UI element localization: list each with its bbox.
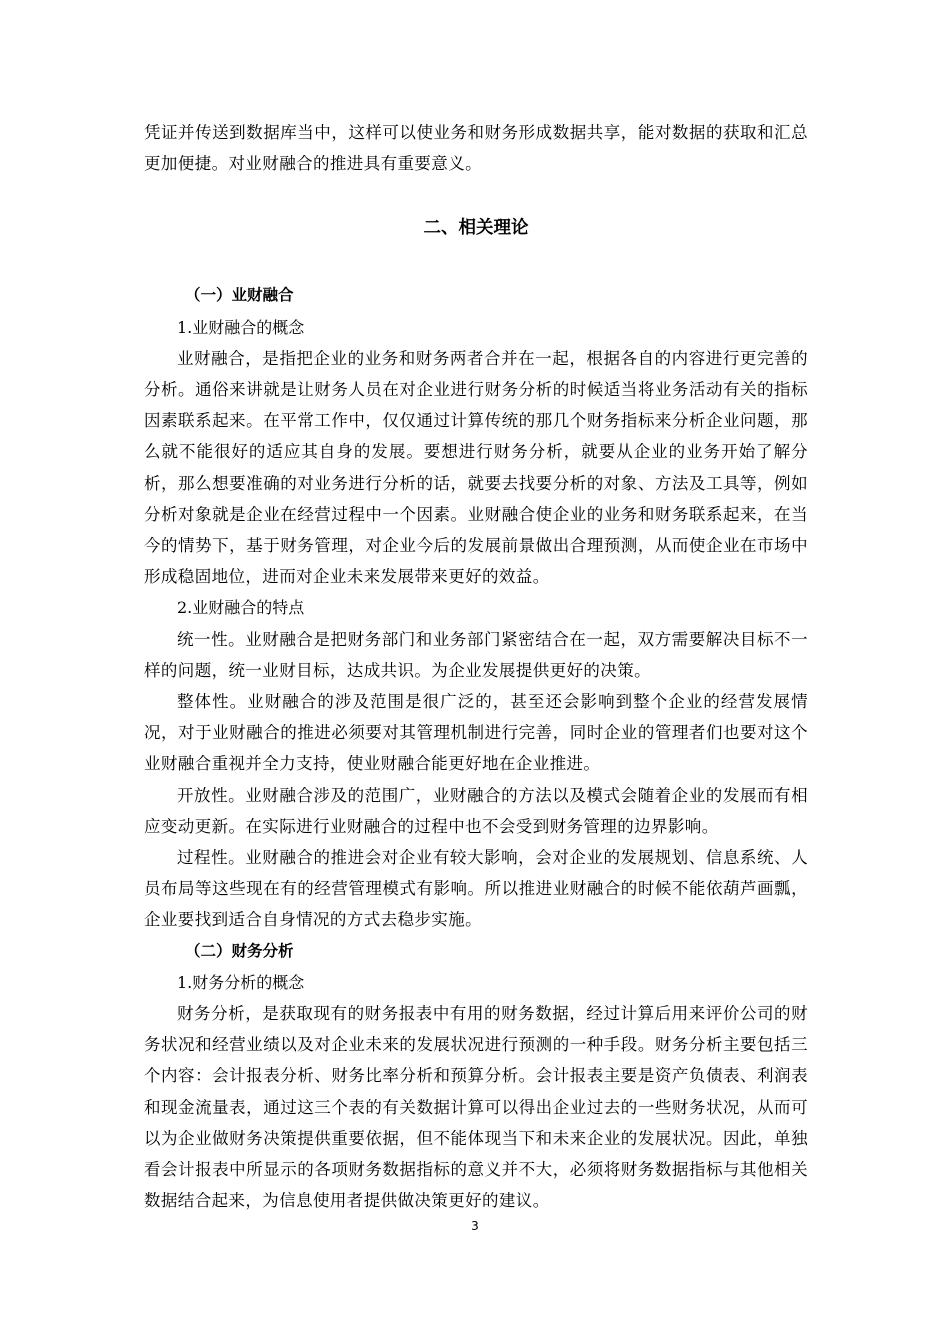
subsection-title-business-finance: （一）业财融合: [185, 286, 294, 305]
feature-whole-paragraph: 整体性。业财融合的涉及范围是很广泛的，甚至还会影响到整个企业的经营发展情况，对于业财融合的推进必须要对其管理机制进行完善，同时企业的管理者们也要对这个业财融合重视并全力支持，使业财融合能更好地在企业推进。: [144, 692, 808, 774]
subsection-title-financial-analysis: （二）财务分析: [185, 941, 294, 960]
page-number: 3: [471, 1219, 479, 1233]
section-title: 二、相关理论: [423, 218, 529, 239]
concept-paragraph: 业财融合，是指把企业的业务和财务两者合并在一起，根据各自的内容进行更完善的分析。通俗来讲就是让财务人员在对企业进行财务分析的时候适当将业务活动有关的指标因素联系起来。在平常工作中，仅仅通过计算传统的那几个财务指标来分析企业问题，那么就不能很好的适应其自身的发展。要想进行财务分析，就要从企业的业务开始了解分析，那么想要准确的对业务进行分析的话，就要去找要分析的对象、方法及工具等，例如分析对象就是企业在经营过程中一个因素。业财融合使企业的业务和财务联系起来，在当今的情势下，基于财务管理，对企业今后的发展前景做出合理预测，从而使企业在市场中形成稳固地位，进而对企业未来发展带来更好的效益。: [144, 348, 808, 587]
feature-unity-paragraph: 统一性。业财融合是把财务部门和业务部门紧密结合在一起，双方需要解决目标不一样的问题，统一业财目标，达成共识。为企业发展提供更好的决策。: [144, 629, 808, 680]
heading-features: 2.业财融合的特点: [177, 598, 305, 618]
fa-concept-paragraph: 财务分析，是获取现有的财务报表中有用的财务数据，经过计算后用来评价公司的财务状况和经营业绩以及对企业未来的发展状况进行预测的一种手段。财务分析主要包括三个内容：会计报表分析、财务比率分析和预算分析。会计报表主要是资产负债表、利润表和现金流量表，通过这三个表的有关数据计算可以得出企业过去的一些财务状况，从而可以为企业做财务决策提供重要依据，但不能体现当下和未来企业的发展状况。因此，单独看会计报表中所显示的各项财务数据指标的意义并不大，必须将财务数据指标与其他相关数据结合起来，为信息使用者提供做决策更好的建议。: [144, 1004, 808, 1211]
page-body: [144, 117, 808, 1217]
heading-concept: 1.业财融合的概念: [177, 317, 305, 337]
intro-paragraph: 凭证并传送到数据库当中，这样可以使业务和财务形成数据共享，能对数据的获取和汇总更加便捷。对业财融合的推进具有重要意义。: [144, 123, 808, 174]
feature-open-paragraph: 开放性。业财融合涉及的范围广，业财融合的方法以及模式会随着企业的发展而有相应变动更新。在实际进行业财融合的过程中也不会受到财务管理的边界影响。: [144, 785, 808, 836]
heading-fa-concept: 1.财务分析的概念: [177, 972, 305, 992]
feature-process-paragraph: 过程性。业财融合的推进会对企业有较大影响，会对企业的发展规划、信息系统、人员布局等这些现在有的经营管理模式有影响。所以推进业财融合的时候不能依葫芦画瓢，企业要找到适合自身情况的方式去稳步实施。: [144, 848, 808, 930]
